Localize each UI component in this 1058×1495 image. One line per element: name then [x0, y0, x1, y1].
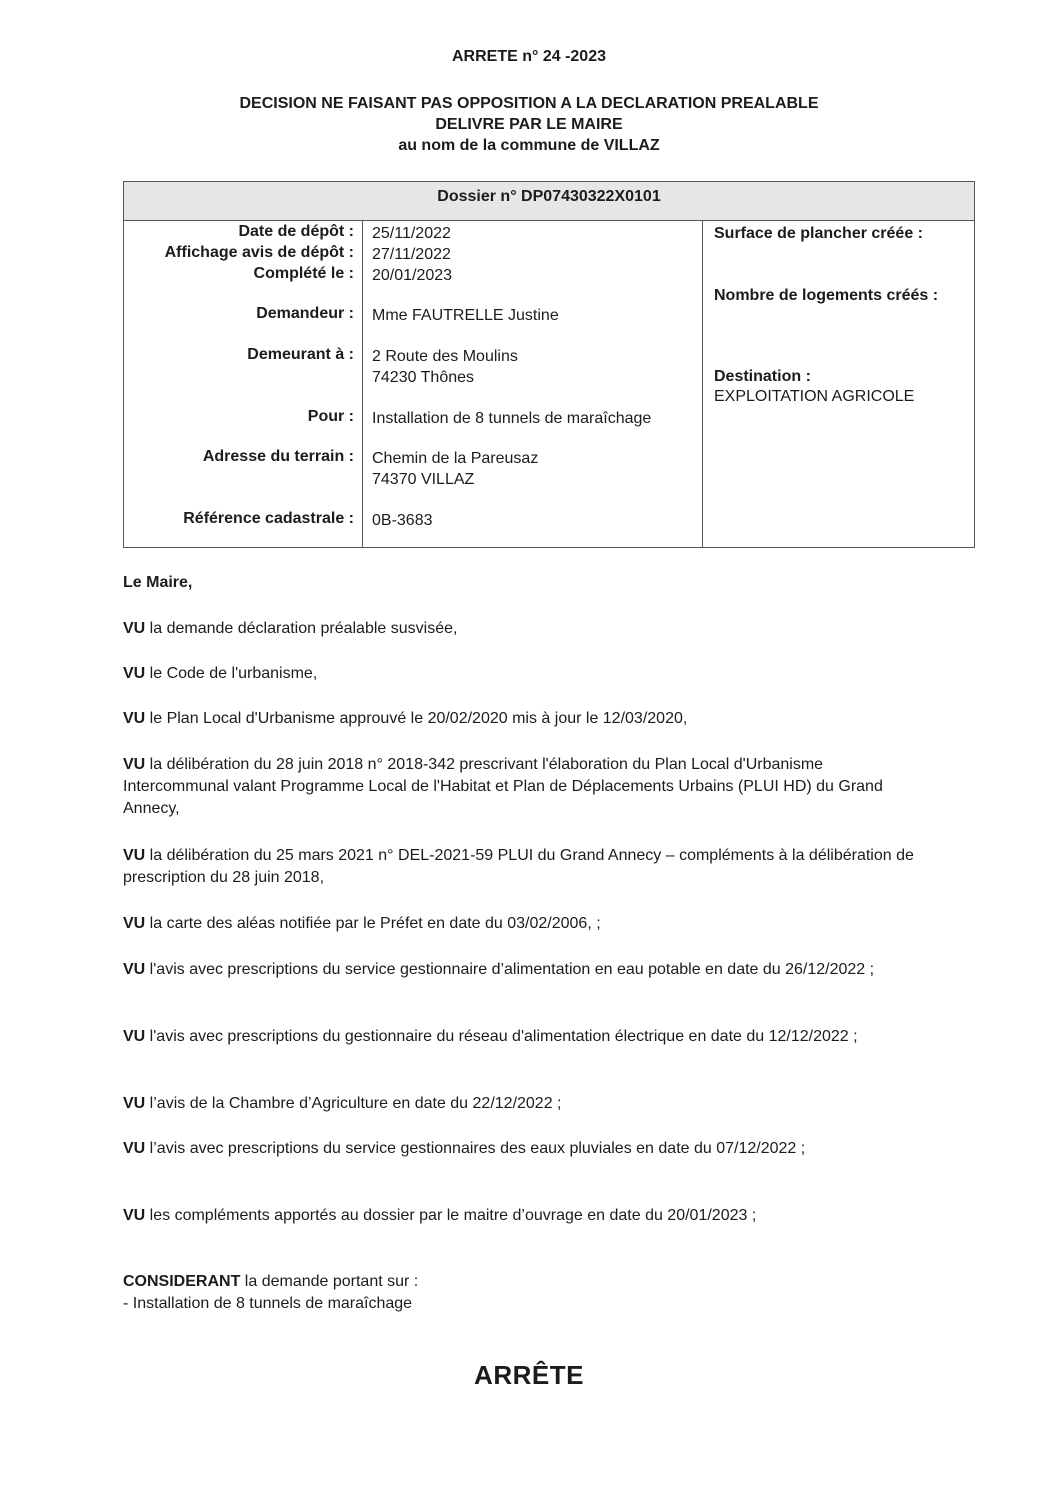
destination-label: Destination : — [714, 368, 811, 385]
vu-keyword: VU — [123, 756, 146, 773]
dossier-number: Dossier n° DP07430322X0101 — [124, 182, 974, 221]
considerant-text: la demande portant sur : — [240, 1273, 419, 1290]
column-divider-2 — [702, 220, 703, 547]
le-maire: Le Maire, — [123, 574, 193, 591]
vu-keyword: VU — [123, 961, 146, 978]
vu-keyword: VU — [123, 1207, 146, 1224]
vu-keyword: VU — [123, 1028, 146, 1045]
vu-paragraph-2 — [123, 663, 953, 685]
vu-paragraph-10 — [123, 1138, 848, 1160]
complete-value: 20/01/2023 — [372, 267, 453, 284]
vu-paragraph-9 — [123, 1093, 953, 1115]
nombre-logements-label: Nombre de logements créés : — [714, 287, 939, 304]
document-title: ARRETE n° 24 -2023 — [451, 48, 606, 65]
subtitle-line-1: DECISION NE FAISANT PAS OPPOSITION A LA DECLARATION PREALABLE — [239, 95, 819, 112]
vu-paragraph-11 — [123, 1205, 953, 1227]
document-subtitle — [0, 93, 1058, 156]
pour-value: Installation de 8 tunnels de maraîchage — [372, 410, 652, 427]
pour-label: Pour : — [307, 408, 354, 425]
subtitle-line-2: DELIVRE PAR LE MAIRE — [435, 116, 623, 133]
considerant-item: - Installation de 8 tunnels de maraîchage — [123, 1295, 413, 1312]
demeurant-line-2: 74230 Thônes — [372, 369, 475, 386]
vu-keyword: VU — [123, 665, 146, 682]
adresse-terrain-line-1: Chemin de la Pareusaz — [372, 450, 539, 467]
vu-text: la délibération du 25 mars 2021 n° DEL-2021-59 PLUI du Grand Annecy – compléments à la délibération de prescription du 28 juin 2018, — [123, 847, 914, 886]
date-depot-label: Date de dépôt : — [238, 223, 354, 240]
vu-text: l’avis de la Chambre d’Agriculture en date du 22/12/2022 ; — [145, 1095, 562, 1112]
vu-paragraph-5 — [123, 845, 923, 889]
vu-keyword: VU — [123, 847, 146, 864]
column-divider-1 — [362, 220, 363, 547]
adresse-terrain-label: Adresse du terrain : — [202, 448, 354, 465]
surface-plancher-label: Surface de plancher créée : — [714, 225, 923, 242]
vu-keyword: VU — [123, 1140, 146, 1157]
complete-label: Complété le : — [253, 265, 354, 282]
demeurant-label: Demeurant à : — [247, 346, 354, 363]
vu-paragraph-6 — [123, 913, 953, 935]
vu-paragraph-1 — [123, 618, 953, 640]
destination-value: EXPLOITATION AGRICOLE — [714, 388, 915, 405]
demandeur-label: Demandeur : — [256, 305, 354, 322]
demeurant-line-1: 2 Route des Moulins — [372, 348, 518, 365]
adresse-terrain-line-2: 74370 VILLAZ — [372, 471, 475, 488]
arrete-heading: ARRÊTE — [474, 1360, 584, 1390]
vu-text: la délibération du 28 juin 2018 n° 2018-342 prescrivant l'élaboration du Plan Local d'Urbanisme Intercommunal valant Programme Local de l'Habitat et Plan de Déplacements Urbains (PLUI HD) du Grand Annecy, — [123, 756, 883, 817]
vu-text: le Code de l'urbanisme, — [145, 665, 318, 682]
vu-text: l'avis avec prescriptions du service gestionnaire d’alimentation en eau potable en date du 26/12/2022 ; — [145, 961, 875, 978]
vu-keyword: VU — [123, 1095, 146, 1112]
reference-cadastrale-value: 0B-3683 — [372, 512, 433, 529]
affichage-label: Affichage avis de dépôt : — [164, 244, 354, 261]
demandeur-value: Mme FAUTRELLE Justine — [372, 307, 559, 324]
vu-text: l'avis avec prescriptions du gestionnaire du réseau d'alimentation électrique en date du 12/12/2022 ; — [145, 1028, 858, 1045]
vu-paragraph-8 — [123, 1026, 883, 1048]
dossier-table — [123, 181, 975, 548]
vu-paragraph-4 — [123, 754, 913, 820]
vu-text: le Plan Local d'Urbanisme approuvé le 20/02/2020 mis à jour le 12/03/2020, — [145, 710, 688, 727]
vu-paragraph-7 — [123, 959, 928, 981]
vu-text: la demande déclaration préalable susvisée, — [145, 620, 458, 637]
vu-text: l’avis avec prescriptions du service gestionnaires des eaux pluviales en date du 07/12/2022 ; — [145, 1140, 806, 1157]
vu-paragraph-3 — [123, 708, 953, 730]
considerant-paragraph — [123, 1271, 953, 1293]
reference-cadastrale-label: Référence cadastrale : — [183, 510, 354, 527]
vu-keyword: VU — [123, 915, 146, 932]
considerant-keyword: CONSIDERANT — [123, 1273, 241, 1290]
vu-keyword: VU — [123, 620, 146, 637]
subtitle-line-3: au nom de la commune de VILLAZ — [398, 137, 660, 154]
affichage-value: 27/11/2022 — [372, 246, 451, 263]
vu-text: les compléments apportés au dossier par le maitre d’ouvrage en date du 20/01/2023 ; — [145, 1207, 757, 1224]
vu-keyword: VU — [123, 710, 146, 727]
vu-text: la carte des aléas notifiée par le Préfet en date du 03/02/2006, ; — [145, 915, 601, 932]
date-depot-value: 25/11/2022 — [372, 225, 451, 242]
